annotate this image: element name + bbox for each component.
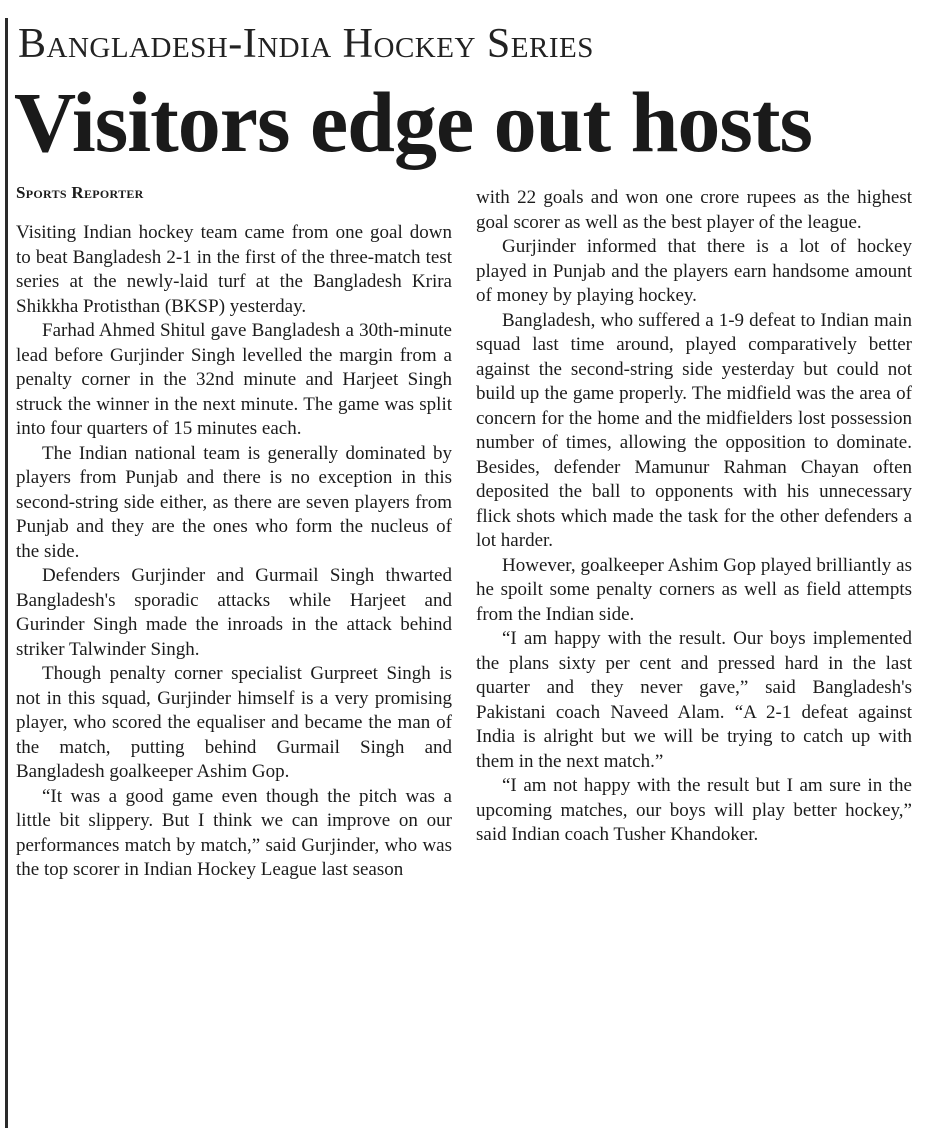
article-column-right <box>476 186 912 848</box>
paragraph: with 22 goals and won one crore rupees as the highest goal scorer as well as the best player of the league. <box>476 187 912 233</box>
headline: Visitors edge out hosts <box>14 74 812 170</box>
paragraph: Though penalty corner specialist Gurpreet Singh is not in this squad, Gurjinder himself is a very promising player, who scored the equaliser and became the man of the match, putting behind Gurmail Singh and Bangladesh goalkeeper Ashim Gop. <box>16 663 452 782</box>
paragraph: “I am happy with the result. Our boys implemented the plans sixty per cent and pressed hard in the last quarter and they never gave,” said Bangladesh's Pakistani coach Naveed Alam. “A 2-1 defeat against India is alright but we will be trying to catch up with them in the next match.” <box>476 628 912 772</box>
article-column-left <box>16 183 452 883</box>
paragraph: “It was a good game even though the pitch was a little bit slippery. But I think we can improve on our performances match by match,” said Gurjinder, who was the top scorer in Indian Hockey League last season <box>16 785 452 880</box>
byline: Sports Reporter <box>16 183 144 202</box>
paragraph: Visiting Indian hockey team came from one goal down to beat Bangladesh 2-1 in the first of the three-match test series at the newly-laid turf at the Bangladesh Krira Shikkha Protisthan (BKSP) yesterday. <box>16 222 452 317</box>
paragraph: Farhad Ahmed Shitul gave Bangladesh a 30th-minute lead before Gurjinder Singh levelled the margin from a penalty corner in the 32nd minute and Harjeet Singh struck the winner in the next minute. The game was split into four quarters of 15 minutes each. <box>16 320 452 439</box>
paragraph: Gurjinder informed that there is a lot of hockey played in Punjab and the players earn handsome amount of money by playing hockey. <box>476 236 912 306</box>
paragraph: The Indian national team is generally dominated by players from Punjab and there is no exception in this second-string side either, as there are seven players from Punjab and they are the ones who form the nucleus of the side. <box>16 442 452 562</box>
paragraph: However, goalkeeper Ashim Gop played brilliantly as he spoilt some penalty corners as well as field attempts from the Indian side. <box>476 554 912 625</box>
paragraph: Defenders Gurjinder and Gurmail Singh thwarted Bangladesh's sporadic attacks while Harjeet and Gurinder Singh made the inroads in the attack behind striker Talwinder Singh. <box>16 565 452 660</box>
paragraph: Bangladesh, who suffered a 1-9 defeat to Indian main squad last time around, played comparatively better against the second-string side yesterday but could not build up the game properly. The midfield was the area of concern for the home and the midfielders lost possession number of times, allowing the opposition to dominate. Besides, defender Mamunur Rahman Chayan often deposited the ball to opponents with his unnecessary flick shots which made the task for the other defenders a lot harder. <box>476 309 912 551</box>
column-rule <box>5 18 8 1128</box>
paragraph: “I am not happy with the result but I am sure in the upcoming matches, our boys will play better hockey,” said Indian coach Tusher Khandoker. <box>476 775 912 845</box>
kicker: Bangladesh-India Hockey Series <box>18 21 594 67</box>
